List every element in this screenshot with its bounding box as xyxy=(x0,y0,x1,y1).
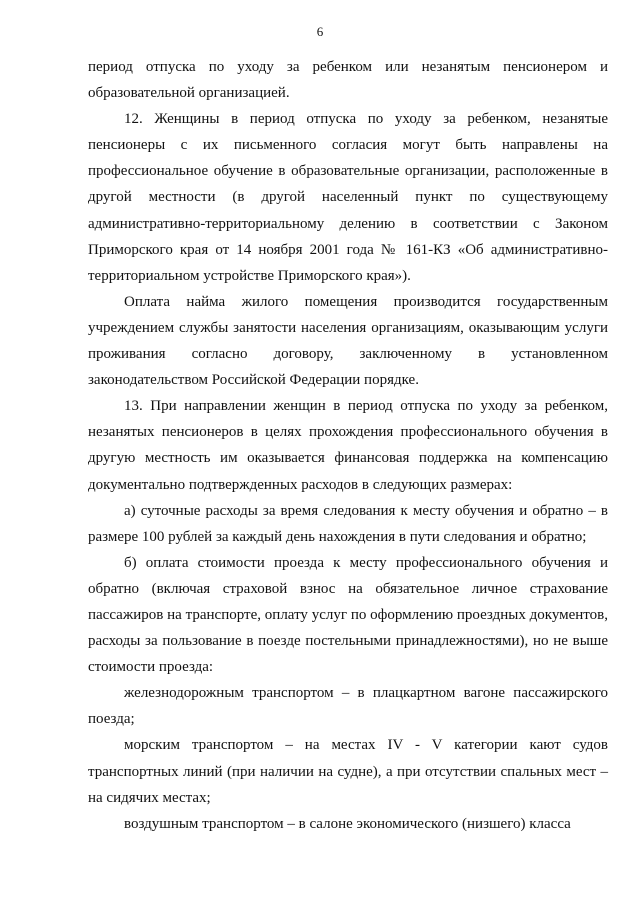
document-body xyxy=(88,54,608,837)
transport-sea: морским транспортом – на местах IV - V категории кают судов транспортных линий (при наличии на судне), а при отсутствии спальных мест – на сидячих местах; xyxy=(88,737,608,806)
subitem-b: б) оплата стоимости проезда к месту профессионального обучения и обратно (включая страховой взнос на обязательное личное страхование пассажиров на транспорте, оплату услуг по оформлению проездных документов, расходы за пользование в поезде постельными принадлежностями), но не выше стоимости проезда: xyxy=(88,554,608,676)
paragraph-13: 13. При направлении женщин в период отпуска по уходу за ребенком, незанятых пенсионеров в целях прохождения профессионального обучения в другую местность им оказывается финансовая поддержка на компенсацию документально подтвержденных расходов в следующих размерах: xyxy=(88,398,608,493)
transport-railway: железнодорожным транспортом – в плацкартном вагоне пассажирского поезда; xyxy=(88,685,608,728)
subitem-a: а) суточные расходы за время следования к месту обучения и обратно – в размере 100 рублей за каждый день нахождения в пути следования и обратно; xyxy=(88,502,608,545)
page-number: 6 xyxy=(316,24,324,39)
paragraph-housing-payment: Оплата найма жилого помещения производится государственным учреждением службы занятости населения организациям, оказывающим услуги проживания согласно договору, заключенному в установленном законодательством Российской Федерации порядке. xyxy=(88,293,608,389)
paragraph-12: 12. Женщины в период отпуска по уходу за ребенком, незанятые пенсионеры с их письменного согласия могут быть направлены на профессиональное обучение в образовательные организации, расположенные в другой местности (в другой населенный пункт по существующему административно-территориальному делению в соответствии с Законом Приморского края от 14 ноября 2001 года № 161-КЗ «Об административно-территориальном устройстве Приморского края»). xyxy=(88,111,608,284)
paragraph-continuation: период отпуска по уходу за ребенком или незанятым пенсионером и образовательной организацией. xyxy=(88,59,608,102)
transport-air: воздушным транспортом – в салоне экономического (низшего) класса xyxy=(124,815,571,832)
